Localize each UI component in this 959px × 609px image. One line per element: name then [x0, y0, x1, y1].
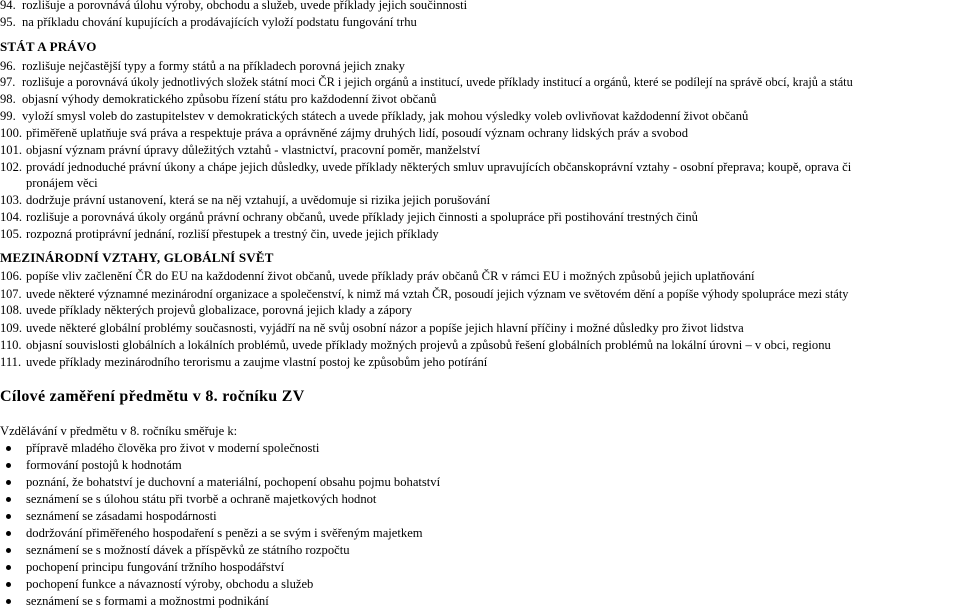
bullet-icon	[6, 565, 11, 570]
list-item: 100. přiměřeně uplatňuje svá práva a respektuje práva a oprávněné zájmy druhých lidí, posoudí význam ochrany lidských práv a svobod	[0, 126, 689, 140]
list-item: 105. rozpozná protiprávní jednání, rozliší přestupek a trestný čin, uvede jejich příklady	[0, 227, 439, 241]
list-item: 99. vyloží smysl voleb do zastupitelstev v demokratických státech a uvede příklady, jak mohou výsledky voleb ovlivňovat každodenní život občanů	[0, 109, 749, 123]
bullet-icon	[6, 446, 11, 451]
section-heading-stat-a-pravo: STÁT A PRÁVO	[0, 39, 97, 54]
list-item-continuation: pronájem věci	[26, 176, 98, 190]
list-item: 101. objasní význam právní úpravy důležitých vztahů - vlastnictví, pracovní poměr, manželství	[0, 143, 481, 157]
bullet-icon	[6, 531, 11, 536]
list-item: 110. objasní souvislosti globálních a lokálních problémů, uvede příklady možných projevů a způsobů řešení globálních problémů na lokální úrovni – v obci, regionu	[0, 338, 831, 352]
list-item: 111. uvede příklady mezinárodního terorismu a zaujme vlastní postoj ke způsobům jeho potírání	[0, 355, 488, 369]
bullet-icon	[6, 463, 11, 468]
bullet-icon	[6, 599, 11, 604]
bullet-icon	[6, 514, 11, 519]
bullet-icon	[6, 582, 11, 587]
list-item: 95. na příkladu chování kupujících a prodávajících vyloží podstatu fungování trhu	[0, 15, 417, 29]
list-item: 96. rozlišuje nejčastější typy a formy států a na příkladech porovná jejich znaky	[0, 59, 405, 73]
list-item: 98. objasní výhody demokratického způsobu řízení státu pro každodenní život občanů	[0, 92, 437, 106]
bullet-icon	[6, 480, 11, 485]
list-item: 109. uvede některé globální problémy současnosti, vyjádří na ně svůj osobní názor a popíše jejich hlavní příčiny i možné důsledky pro život lidstva	[0, 321, 744, 335]
list-item: 97. rozlišuje a porovnává úkoly jednotlivých složek státní moci ČR i jejich orgánů a institucí, uvede příklady institucí a orgánů, které se podílejí na správě obcí, krajů a státu	[0, 75, 853, 89]
list-item: 106. popíše vliv začlenění ČR do EU na každodenní život občanů, uvede příklady práv občanů ČR v rámci EU i možných způsobů jejich uplatňování	[0, 269, 755, 283]
list-item: 102. provádí jednoduché právní úkony a chápe jejich důsledky, uvede příklady některých smluv upravujících občanskoprávní vztahy - osobní přeprava; koupě, oprava či	[0, 160, 852, 174]
section-heading-mezinarodni-vztahy: MEZINÁRODNÍ VZTAHY, GLOBÁLNÍ SVĚT	[0, 250, 274, 265]
list-item: 107. uvede některé významné mezinárodní organizace a společenství, k nimž má vztah ČR, posoudí jejich význam ve světovém dění a popíše výhody spolupráce mezi státy	[0, 287, 849, 301]
list-item: 104. rozlišuje a porovnává úkoly orgánů právní ochrany občanů, uvede příklady jejich činnosti a spolupráce při postihování trestných činů	[0, 210, 698, 224]
heading-cilove-zamereni: Cílové zaměření předmětu v 8. ročníku ZV	[0, 388, 305, 405]
document-page: 94. rozlišuje a porovnává úlohu výroby, obchodu a služeb, uvede příklady jejich součinnosti 95. na příkladu chování kupujících a prodávajících vyloží podstatu fungování trhu STÁT A PRÁVO 96. rozlišuje nejčastější typy a formy států a na příkladech porovná jejich znaky 97. rozlišuje a porovnává úkoly jednotlivých složek státní moci ČR i jejich orgánů a institucí, uvede příklady institucí a orgánů, které se podílejí na správě obcí, krajů a státu 98. objasní výhody demokratického způsobu řízení státu pro každodenní život občanů 99. vyloží smysl voleb do zastupitelstev v demokratických státech a uvede příklady, jak mohou výsledky voleb ovlivňovat každodenní život občanů 100. přiměřeně uplatňuje svá práva a respektuje práva a oprávněné zájmy druhých lidí, posoudí význam ochrany lidských práv a svobod 101. objasní význam právní úpravy důležitých vztahů - vlastnictví, pracovní poměr, manželství 102. provádí jednoduché právní úkony a chápe jejich důsledky, uvede příklady některých smluv upravujících občanskoprávní vztahy - osobní přeprava; koupě, oprava či pronájem věci 103. dodržuje právní ustanovení, která se na něj vztahují, a uvědomuje si rizika jejich porušování 104. rozlišuje a porovnává úkoly orgánů právní ochrany občanů, uvede příklady jejich činnosti a spolupráce při postihování trestných činů 105. rozpozná protiprávní jednání, rozliší přestupek a trestný čin, uvede jejich příklady MEZINÁRODNÍ VZTAHY, GLOBÁLNÍ SVĚT 106. popíše vliv začlenění ČR do EU na každodenní život občanů, uvede příklady práv občanů ČR v rámci EU i možných způsobů jejich uplatňování 107. uvede některé významné mezinárodní organizace a společenství, k nimž má vztah ČR, posoudí jejich význam ve světovém dění a popíše výhody spolupráce mezi státy 108. uvede příklady některých projevů globalizace, porovná jejich klady a zápory 109. uvede některé globální problémy současnosti, vyjádří na ně svůj osobní názor a popíše jejich hlavní příčiny i možné důsledky pro život lidstva 110. objasní souvislosti globálních a lokálních problémů, uvede příklady možných projevů a způsobů řešení globálních problémů na lokální úrovni – v obci, regionu 111. uvede příklady mezinárodního terorismu a zaujme vlastní postoj ke způsobům jeho potírání Cílové zaměření předmětu v 8. ročníku ZV Vzdělávání v předmětu v 8. ročníku směřuje k: přípravě mladého člověka pro život v moderní společnosti formování postojů k hodnotám poznání, že bohatství je duchovní a materiální, pochopení obsahu pojmu bohatství seznámení se s úlohou státu při tvorbě a ochraně majetkových hodnot seznámení se zásadami hospodárnosti dodržování přiměřeného hospodaření s penězi a se svým i svěřeným majetkem seznámení se s možností dávek a příspěvků ze státního rozpočtu pochopení principu fungování tržního hospodářství pochopení funkce a návazností výroby, obchodu a služeb seznámení se s formami a možnostmi podnikání	[0, 0, 959, 599]
bullet-icon	[6, 548, 11, 553]
bullet-icon	[6, 497, 11, 502]
list-item: 94. rozlišuje a porovnává úlohu výroby, obchodu a služeb, uvede příklady jejich součinnosti	[0, 0, 468, 12]
intro-text: Vzdělávání v předmětu v 8. ročníku směřuje k:	[0, 424, 238, 438]
list-item: 108. uvede příklady některých projevů globalizace, porovná jejich klady a zápory	[0, 303, 413, 317]
list-item: 103. dodržuje právní ustanovení, která se na něj vztahují, a uvědomuje si rizika jejich porušování	[0, 193, 491, 207]
